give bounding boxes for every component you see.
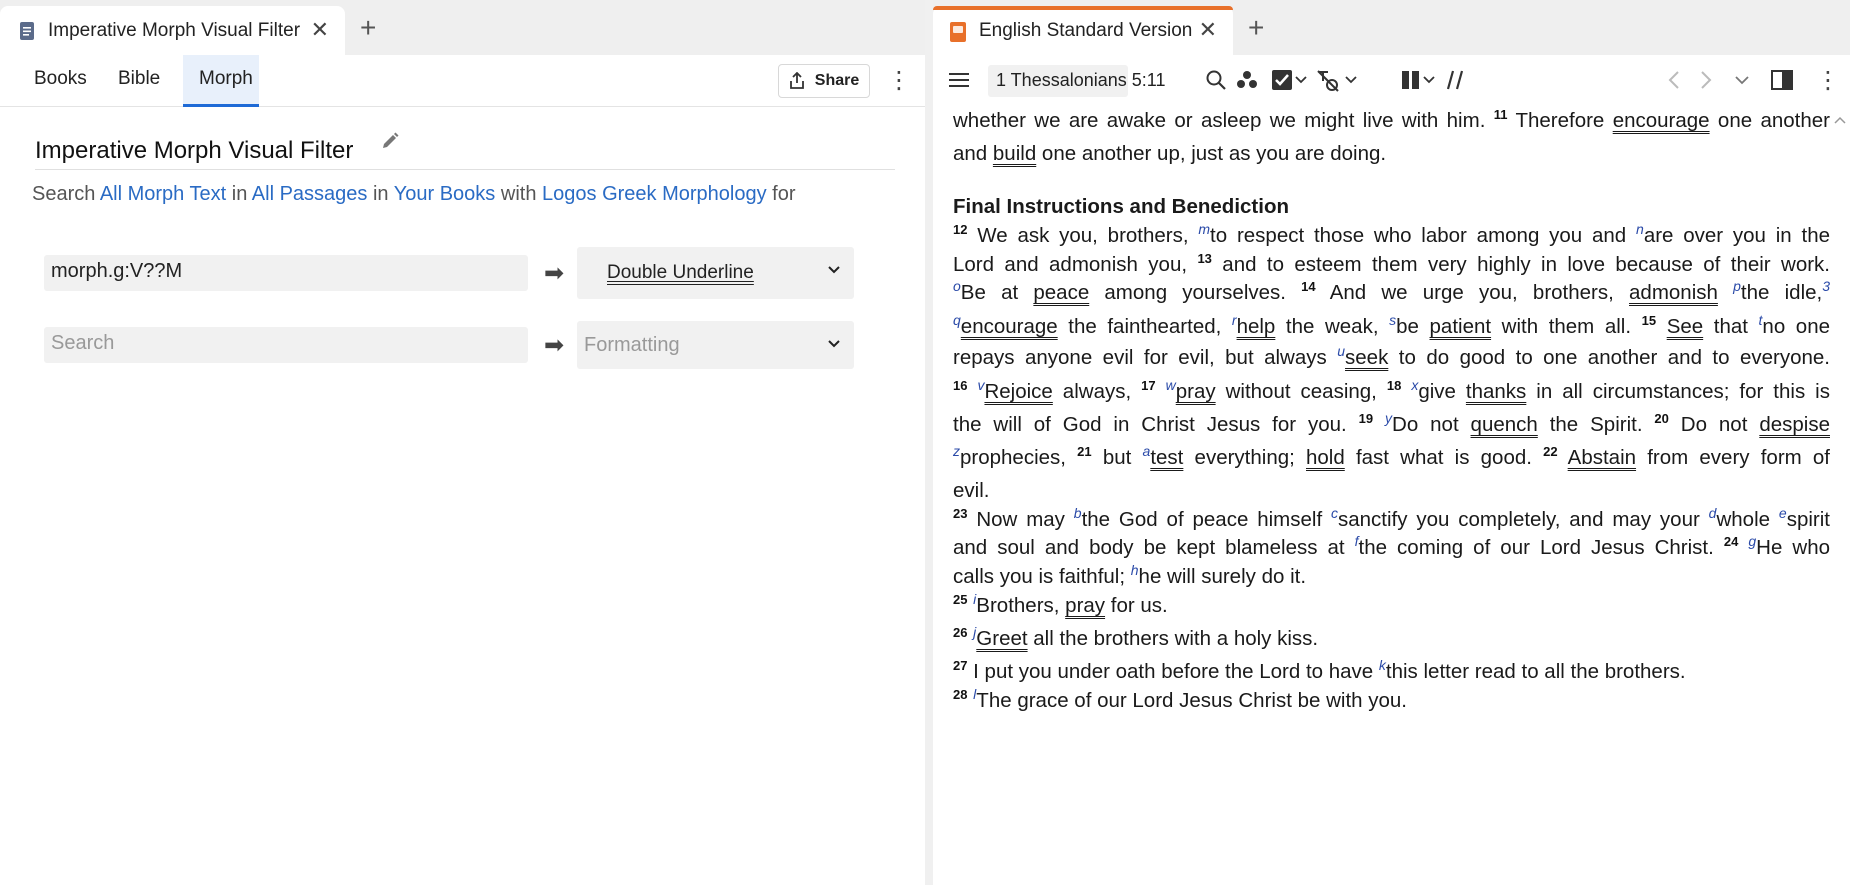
interlinear-off-icon[interactable] — [1316, 69, 1342, 93]
people-icon[interactable] — [1235, 69, 1259, 91]
add-tab-icon[interactable]: + — [1248, 12, 1265, 43]
text-line: $^o$Be at peace among yourselves. $^{14}$ And we urge you, brothers, admonish $^p$the idle,$^3$ — [953, 278, 1831, 304]
add-tab-icon[interactable]: + — [360, 12, 377, 43]
imperative-word: thanks — [1465, 380, 1527, 403]
imperative-word: pray — [1175, 380, 1216, 403]
imperative-word: build — [992, 142, 1037, 165]
tab-title: Imperative Morph Visual Filter — [48, 19, 301, 41]
chevron-down-icon — [826, 335, 842, 351]
panel-layout-icon[interactable] — [1771, 69, 1793, 91]
close-icon[interactable]: ✕ — [310, 17, 329, 42]
chevron-down-icon[interactable] — [1295, 75, 1307, 85]
text-line: and soul and body be kept blameless at $^f$the coming of our Lord Jesus Christ. $^{24}$ $^g$He who — [953, 533, 1830, 559]
search-input[interactable]: Search — [44, 327, 528, 363]
morph-document — [0, 55, 925, 885]
text-line: Lord and admonish you, $^{13}$ and to esteem them very highly in love because of their work. — [953, 251, 1830, 276]
bible-reader — [933, 55, 1850, 885]
imperative-word: Greet — [976, 627, 1028, 650]
chevron-down-icon[interactable] — [1735, 75, 1749, 85]
tab-books[interactable]: Books — [34, 68, 87, 89]
text-line: $^{27}$ I put you under oath before the Lord to have $^k$this letter read to all the brothers. — [953, 657, 1686, 683]
text-line: $^q$encourage the fainthearted, $^r$help the weak, $^s$be patient with them all. $^{15}$ See that $^t$no one — [953, 312, 1831, 338]
text-line: whether we are awake or asleep we might live with him. $^{11}$ Therefore encourage one another — [953, 107, 1830, 132]
imperative-word: pray — [1065, 594, 1106, 617]
formatting-select[interactable] — [577, 247, 854, 299]
imperative-word: hold — [1306, 446, 1345, 469]
book-icon — [949, 21, 967, 41]
search-word: Search — [32, 183, 96, 205]
text-line: $^z$prophecies, $^{21}$ but $^a$test everything; hold fast what is good. $^{22}$ Abstain from every form of — [953, 443, 1830, 469]
text-line: and build one another up, just as you are doing. — [953, 142, 1387, 165]
chevron-down-icon[interactable] — [1345, 75, 1357, 85]
menu-icon[interactable] — [948, 69, 970, 91]
text-line: evil. — [953, 479, 990, 502]
tab-title: English Standard Version — [979, 19, 1193, 41]
tab-bible[interactable]: Bible — [118, 68, 161, 89]
imperative-word: despise — [1759, 413, 1830, 436]
tab-imperative-morph[interactable] — [0, 6, 345, 55]
imperative-word: peace — [1033, 281, 1090, 304]
text-line: calls you is faithful; $^h$he will surely do it. — [953, 562, 1307, 588]
share-icon — [789, 72, 805, 90]
panel-divider[interactable] — [925, 0, 933, 885]
page-title: Imperative Morph Visual Filter — [35, 137, 354, 164]
imperative-word: admonish — [1629, 281, 1718, 304]
edit-title-icon[interactable] — [380, 131, 400, 156]
text-line: repays anyone evil for evil, but always $^u$seek to do good to one another and to everyone. — [953, 343, 1831, 369]
tab-morph[interactable]: Morph — [183, 55, 259, 107]
formatting-select[interactable] — [577, 321, 854, 369]
in-word: in — [231, 183, 248, 205]
chevron-down-icon — [826, 261, 842, 277]
share-button[interactable] — [778, 64, 870, 98]
imperative-word: Rejoice — [984, 380, 1053, 403]
reader-toolbar — [933, 55, 1850, 107]
imperative-word: Abstain — [1567, 446, 1637, 469]
text-line: $^{26}$ $^j$Greet all the brothers with a holy kiss. — [953, 624, 1319, 650]
columns-icon[interactable] — [1401, 69, 1421, 91]
scroll-up-icon[interactable] — [1834, 115, 1846, 125]
bible-text — [953, 107, 1830, 885]
share-label: Share — [814, 72, 860, 89]
morph-query-input[interactable]: morph.g:V??M — [44, 255, 528, 291]
search-icon[interactable] — [1205, 69, 1227, 91]
text-line: $^{23}$ Now may $^b$the God of peace himself $^c$sanctify you completely, and may your $^d$whole $^e$spirit — [953, 505, 1830, 531]
arrow-right-icon: ➡ — [544, 332, 565, 359]
search-description — [32, 183, 796, 206]
tab-esv[interactable] — [933, 6, 1233, 55]
more-menu-icon[interactable]: ⋮ — [887, 67, 911, 94]
text-line: $^{28}$ $^l$The grace of our Lord Jesus Christ be with you. — [953, 686, 1408, 712]
imperative-word: encourage — [960, 315, 1058, 338]
left-tabbar — [0, 0, 925, 55]
imperative-word: See — [1666, 315, 1704, 338]
parallel-icon[interactable] — [1445, 69, 1467, 91]
section-heading: Final Instructions and Benediction — [953, 195, 1289, 218]
chevron-down-icon[interactable] — [1423, 75, 1435, 85]
forward-icon[interactable] — [1698, 69, 1714, 91]
formatting-placeholder: Formatting — [584, 333, 680, 356]
imperative-word: patient — [1429, 315, 1492, 338]
text-line: $^{16}$ $^v$Rejoice always, $^{17}$ $^w$pray without ceasing, $^{18}$ $^x$give thanks in all circumstances; for this is — [953, 377, 1830, 403]
arrow-right-icon: ➡ — [544, 260, 565, 287]
formatting-value: Double Underline — [607, 262, 754, 283]
close-icon[interactable]: ✕ — [1198, 17, 1217, 42]
link-your-books[interactable]: Your Books — [393, 183, 496, 205]
in-word-2: in — [372, 183, 389, 205]
title-divider — [35, 169, 895, 170]
imperative-word: encourage — [1612, 109, 1710, 132]
link-morphology[interactable]: Logos Greek Morphology — [542, 183, 767, 205]
for-word: for — [772, 183, 796, 205]
right-panel — [933, 0, 1850, 885]
reference-input[interactable]: 1 Thessalonians 5:11 — [988, 65, 1128, 97]
visual-filter-icon[interactable] — [1271, 69, 1293, 91]
right-tabbar — [933, 0, 1850, 55]
text-line: $^{12}$ We ask you, brothers, $^m$to respect those who labor among you and $^n$are over you in the — [953, 221, 1831, 247]
imperative-word: help — [1236, 315, 1276, 338]
imperative-word: seek — [1345, 346, 1389, 369]
document-icon — [18, 21, 36, 41]
text-line: the will of God in Christ Jesus for you. $^{19}$ $^y$Do not quench the Spirit. $^{20}$ Do not despise — [953, 410, 1830, 436]
text-line: $^{25}$ $^i$Brothers, pray for us. — [953, 591, 1168, 617]
link-all-morph-text[interactable]: All Morph Text — [99, 183, 227, 205]
back-icon[interactable] — [1666, 69, 1682, 91]
imperative-word: test — [1150, 446, 1184, 469]
imperative-word: quench — [1470, 413, 1538, 436]
active-tab-indicator — [933, 6, 1233, 10]
more-menu-icon[interactable]: ⋮ — [1816, 67, 1840, 94]
link-all-passages[interactable]: All Passages — [251, 183, 368, 205]
subnav — [0, 55, 925, 107]
with-word: with — [500, 183, 537, 205]
